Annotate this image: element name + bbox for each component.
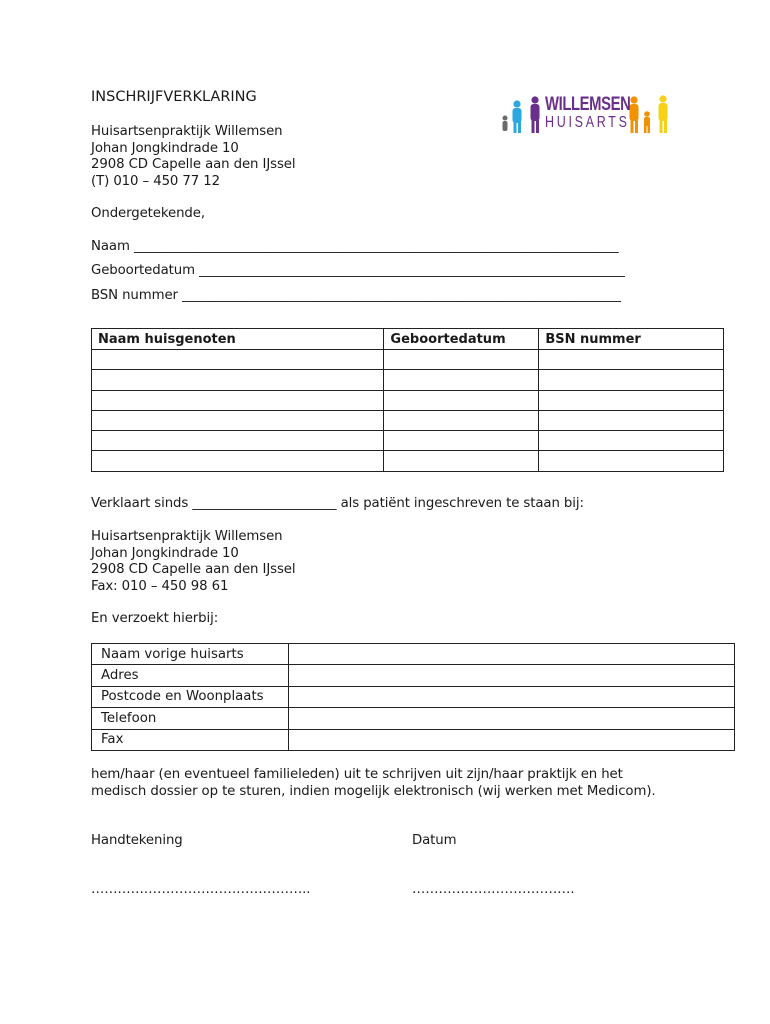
household-name-cell[interactable]: [92, 431, 384, 451]
household-bsn-cell[interactable]: [539, 410, 724, 430]
declaration-prefix: Verklaart sinds: [91, 496, 189, 511]
declaration-line: [91, 496, 584, 513]
table-row: [92, 686, 735, 707]
since-date-line[interactable]: ______________________: [192, 496, 337, 511]
practice-name: Huisartsenpraktijk Willemsen: [91, 529, 283, 544]
household-bsn-cell[interactable]: [539, 431, 724, 451]
document-title: INSCHRIJFVERKLARING: [91, 89, 257, 105]
practice-city: 2908 CD Capelle aan den IJssel: [91, 562, 296, 577]
household-name-cell[interactable]: [92, 410, 384, 430]
previous-gp-name-input[interactable]: [288, 644, 734, 665]
previous-gp-name-label: Naam vorige huisarts: [92, 644, 289, 665]
table-row: [92, 410, 724, 430]
household-bsn-cell[interactable]: [539, 390, 724, 410]
household-name-cell[interactable]: [92, 350, 384, 370]
closing-line-1: hem/haar (en eventueel familieleden) uit te schrijven uit zijn/haar praktijk en het: [91, 767, 623, 782]
table-row: [92, 729, 735, 750]
birthdate-line[interactable]: _________________________________________________________________: [199, 263, 625, 278]
birthdate-label: Geboortedatum: [91, 263, 195, 278]
practice-address-footer: [91, 529, 295, 595]
household-name-cell[interactable]: [92, 370, 384, 390]
willemsen-huisarts-logo: [500, 92, 672, 136]
logo-text-willemsen: WILLEMSEN: [545, 94, 631, 115]
name-field[interactable]: [91, 239, 619, 256]
previous-gp-postcode-label: Postcode en Woonplaats: [92, 686, 289, 707]
table-row: [92, 708, 735, 729]
table-row: [92, 451, 724, 471]
previous-gp-address-input[interactable]: [288, 665, 734, 686]
household-birthdate-cell[interactable]: [384, 410, 539, 430]
practice-street: Johan Jongkindrade 10: [91, 545, 239, 561]
practice-city: 2908 CD Capelle aan den IJssel: [91, 157, 296, 172]
bsn-field[interactable]: [91, 288, 621, 305]
header-household-name: Naam huisgenoten: [92, 329, 384, 350]
household-bsn-cell[interactable]: [539, 350, 724, 370]
table-row: [92, 350, 724, 370]
closing-line-2: medisch dossier op te sturen, indien mogelijk elektronisch (wij werken met Medicom).: [91, 783, 656, 799]
table-row: [92, 431, 724, 451]
household-birthdate-cell[interactable]: [384, 350, 539, 370]
household-bsn-cell[interactable]: [539, 451, 724, 471]
previous-gp-fax-input[interactable]: [288, 729, 734, 750]
practice-address-header: [91, 124, 295, 190]
name-label: Naam: [91, 239, 130, 254]
header-birthdate: Geboortedatum: [384, 329, 539, 350]
household-birthdate-cell[interactable]: [384, 451, 539, 471]
previous-gp-fax-label: Fax: [92, 729, 289, 750]
bsn-label: BSN nummer: [91, 288, 178, 303]
birthdate-field[interactable]: [91, 263, 625, 280]
signature-label: Handtekening: [91, 833, 183, 848]
household-bsn-cell[interactable]: [539, 370, 724, 390]
household-birthdate-cell[interactable]: [384, 431, 539, 451]
household-name-cell[interactable]: [92, 390, 384, 410]
previous-gp-postcode-input[interactable]: [288, 686, 734, 707]
previous-gp-phone-label: Telefoon: [92, 708, 289, 729]
undersigned-label: Ondergetekende,: [91, 206, 205, 221]
closing-paragraph: [91, 767, 656, 800]
date-label: Datum: [412, 833, 457, 848]
previous-gp-address-label: Adres: [92, 665, 289, 686]
practice-street: Johan Jongkindrade 10: [91, 140, 239, 156]
table-header-row: [92, 329, 724, 350]
bsn-line[interactable]: ___________________________________________________________________: [182, 288, 621, 303]
logo-text-huisarts: HUISARTS: [545, 114, 630, 131]
table-row: [92, 390, 724, 410]
previous-gp-phone-input[interactable]: [288, 708, 734, 729]
practice-name: Huisartsenpraktijk Willemsen: [91, 124, 283, 139]
table-row: [92, 665, 735, 686]
signature-line[interactable]: …………………………………………..: [91, 882, 311, 897]
practice-phone: (T) 010 – 450 77 12: [91, 173, 220, 189]
household-name-cell[interactable]: [92, 451, 384, 471]
date-line[interactable]: ……………………………….: [412, 882, 575, 897]
name-line[interactable]: __________________________________________________________________________: [133, 239, 619, 254]
table-row: [92, 644, 735, 665]
declaration-suffix: als patiënt ingeschreven te staan bij:: [340, 496, 584, 511]
household-birthdate-cell[interactable]: [384, 370, 539, 390]
household-members-table: [91, 328, 724, 472]
header-bsn: BSN nummer: [539, 329, 724, 350]
table-row: [92, 370, 724, 390]
previous-gp-table: [91, 643, 735, 751]
household-birthdate-cell[interactable]: [384, 390, 539, 410]
request-label: En verzoekt hierbij:: [91, 611, 219, 626]
practice-fax: Fax: 010 – 450 98 61: [91, 578, 229, 594]
